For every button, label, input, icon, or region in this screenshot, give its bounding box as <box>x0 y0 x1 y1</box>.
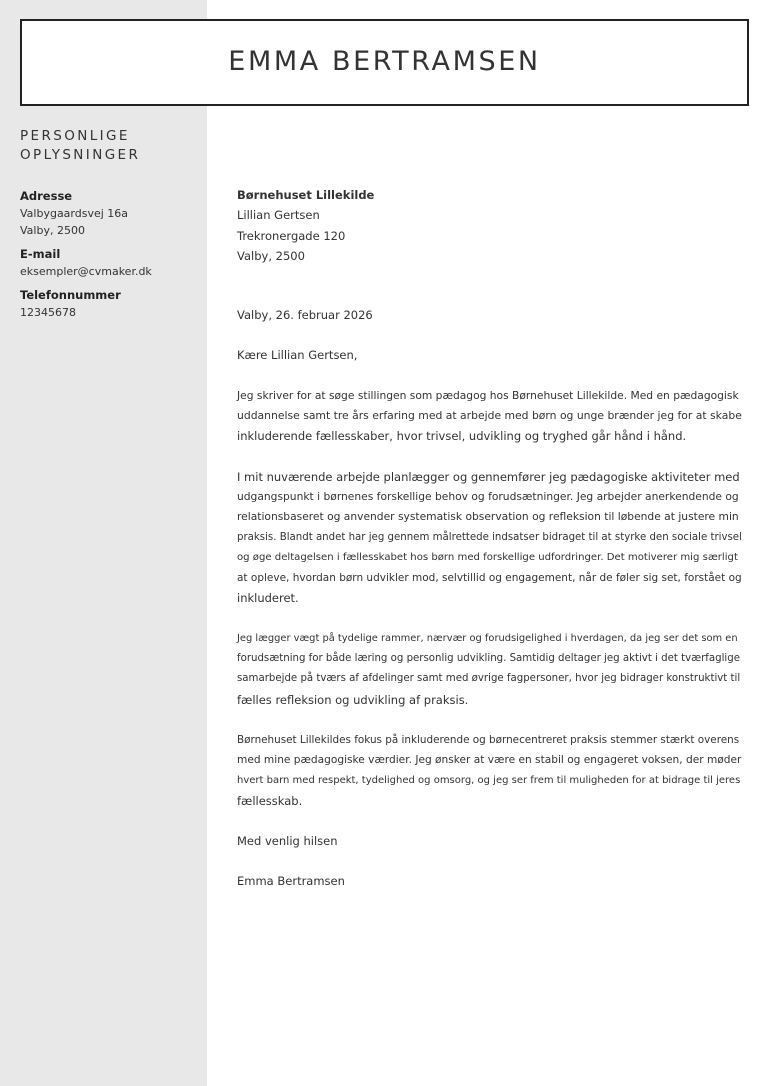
paragraph-line: relationsbaseret og anvender systematisk observation og refleksion til løbende at justere min <box>237 510 739 524</box>
closing-block <box>237 831 742 851</box>
paragraph-line: Jeg lægger vægt på tydelige rammer, nærvær og forudsigelighed i hverdagen, da jeg ser det som en <box>237 632 738 644</box>
paragraph-line: og øge deltagelsen i fællesskabet hos børn med forskellige udfordringer. Det motiverer mig særligt <box>237 551 738 563</box>
recipient-block <box>237 185 742 266</box>
paragraph-line: hvert barn med respekt, tydelighed og omsorg, og jeg ser frem til muligheden for at bidrage til jeres <box>237 774 741 786</box>
signature-block <box>237 871 742 891</box>
recipient-city: Valby, 2500 <box>237 248 305 263</box>
heading-line: OPLYSNINGER <box>20 147 141 163</box>
applicant-name: EMMA BERTRAMSEN <box>228 46 541 77</box>
paragraph-line: inkluderende fællesskaber, hvor trivsel, udvikling og tryghed går hånd i hånd. <box>237 429 687 444</box>
paragraph <box>237 386 742 447</box>
paragraph <box>237 629 742 710</box>
paragraph-line: Børnehuset Lillekildes fokus på inkluderende og børnecentreret praksis stemmer stærkt overens <box>237 733 740 746</box>
letter-date-block <box>237 305 742 325</box>
phone-field <box>20 287 200 321</box>
address-label: Adresse <box>20 189 73 203</box>
paragraph-line: fællesskab. <box>237 793 303 808</box>
heading-line: PERSONLIGE <box>20 128 130 144</box>
phone-label: Telefonnummer <box>20 288 121 302</box>
greeting-block <box>237 345 742 365</box>
cover-letter <box>237 185 742 912</box>
paragraph-line: praksis. Blandt andet har jeg gennem målrettede indsatser bidraget til at styrke den sociale trivsel <box>237 531 742 543</box>
email-field <box>20 246 200 280</box>
address-field <box>20 188 200 239</box>
paragraph <box>237 467 742 609</box>
letter-date: Valby, 26. februar 2026 <box>237 308 373 323</box>
recipient-street: Trekronergade 120 <box>237 228 346 243</box>
greeting: Kære Lillian Gertsen, <box>237 348 358 363</box>
paragraph-line: samarbejde på tværs af afdelinger samt med øvrige fagpersoner, hvor jeg bidrager konstruktivt til <box>237 673 741 685</box>
personal-info-section <box>20 127 200 328</box>
paragraph-line: uddannelse samt tre års erfaring med at arbejde med børn og unge brænder jeg for at skabe <box>237 409 742 423</box>
phone-value: 12345678 <box>20 306 76 319</box>
paragraph-line: med mine pædagogiske værdier. Jeg ønsker at være en stabil og engageret voksen, der møder <box>237 754 742 767</box>
signature: Emma Bertramsen <box>237 874 345 889</box>
email-value: eksempler@cvmaker.dk <box>20 265 152 278</box>
email-label: E-mail <box>20 247 61 261</box>
address-city: Valby, 2500 <box>20 224 85 237</box>
paragraph-line: fælles refleksion og udvikling af praksis. <box>237 692 469 707</box>
address-street: Valbygaardsvej 16a <box>20 207 129 220</box>
paragraph-line: Jeg skriver for at søge stillingen som pædagog hos Børnehuset Lillekilde. Med en pædagogisk <box>237 388 739 402</box>
paragraph-line: at opleve, hvordan børn udvikler mod, selvtillid og engagement, når de føler sig set, forstået og <box>237 572 742 585</box>
name-header <box>20 19 749 106</box>
recipient-company: Børnehuset Lillekilde <box>237 188 375 202</box>
recipient-name: Lillian Gertsen <box>237 208 320 223</box>
personal-info-heading <box>20 127 200 165</box>
paragraph <box>237 730 742 811</box>
paragraph-line: forudsætning for både læring og personlig udvikling. Samtidig deltager jeg aktivt i det tværfaglige <box>237 653 740 665</box>
paragraph-line: inkluderet. <box>237 591 299 606</box>
paragraph-line: I mit nuværende arbejde planlægger og gennemfører jeg pædagogiske aktiviteter med <box>237 469 740 484</box>
paragraph-line: udgangspunkt i børnenes forskellige behov og forudsætninger. Jeg arbejder anerkendende og <box>237 489 739 503</box>
closing: Med venlig hilsen <box>237 834 338 849</box>
